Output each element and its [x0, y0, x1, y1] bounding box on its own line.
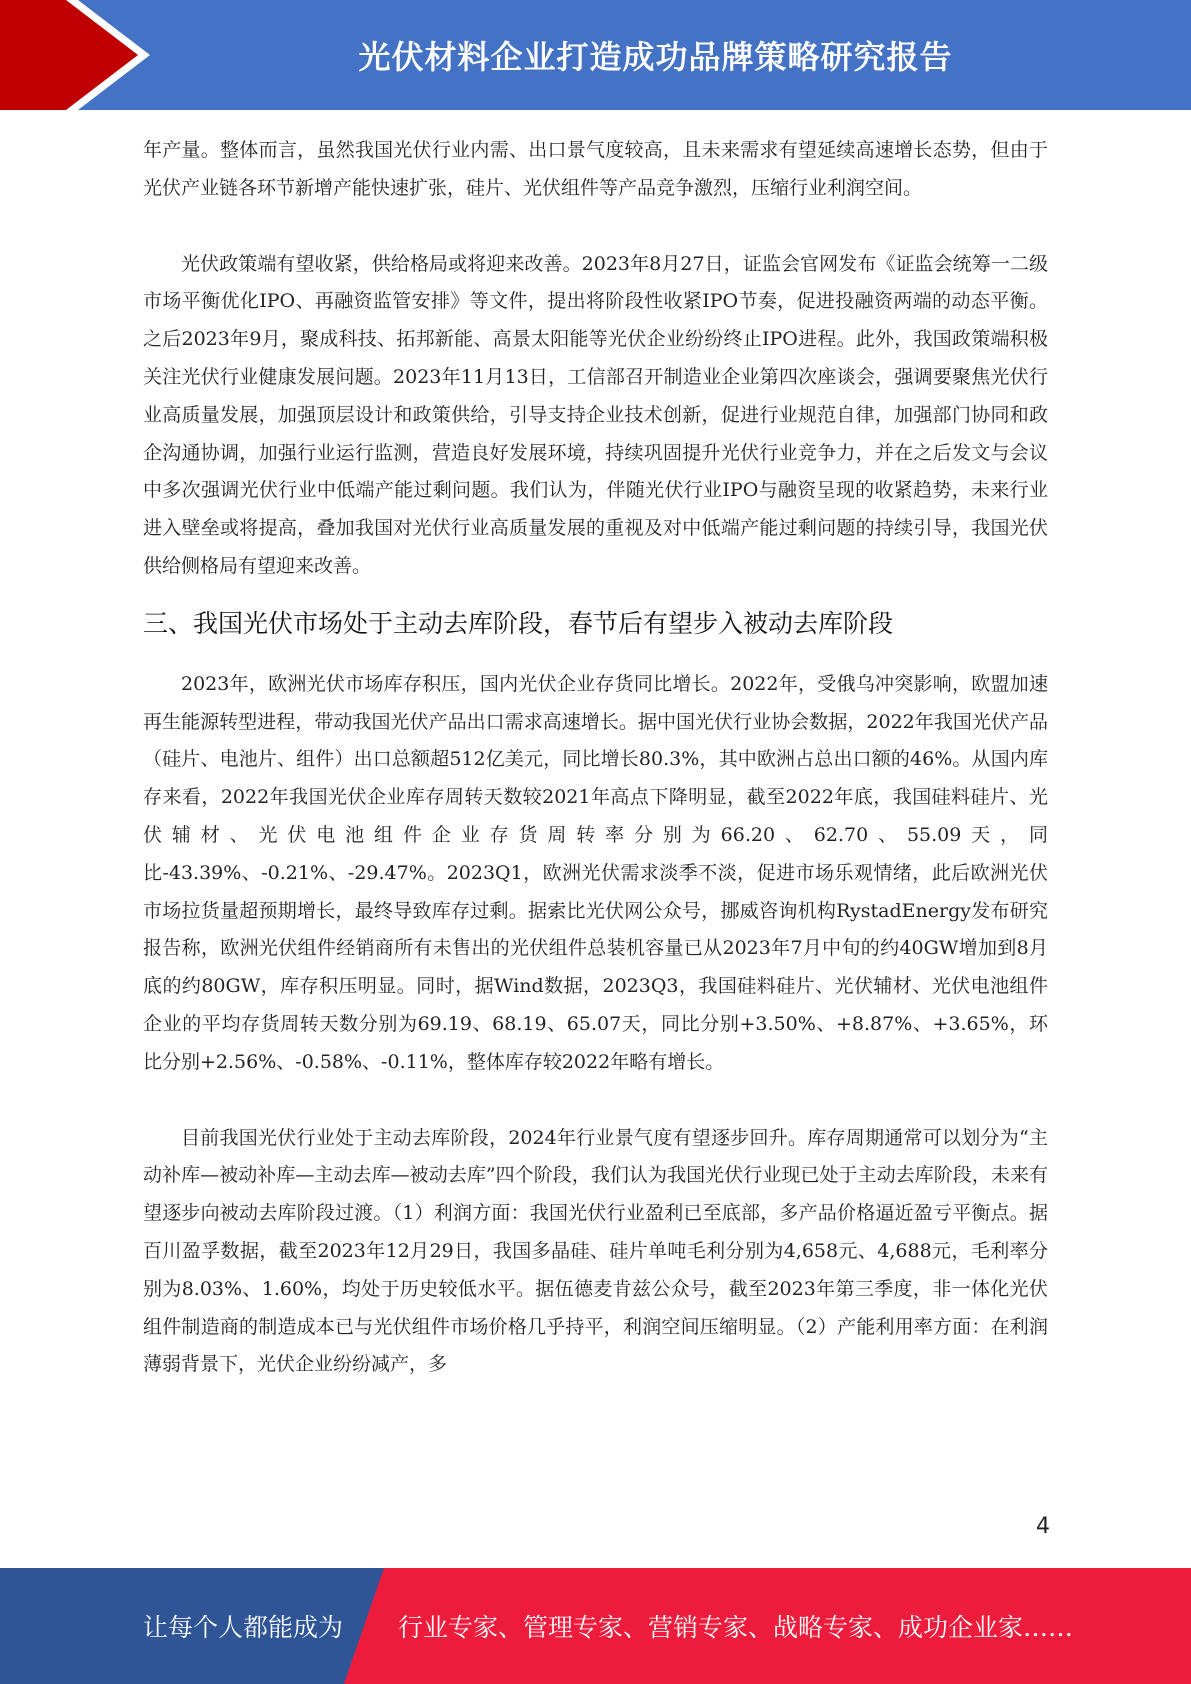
paragraph-gap: [143, 1082, 1048, 1120]
section-heading: 三、我国光伏市场处于主动去库阶段，春节后有望步入被动去库阶段: [143, 608, 894, 638]
paragraph-continuation: 年产量。整体而言，虽然我国光伏行业内需、出口景气度较高，且未来需求有望延续高速增长态势，但由于光伏产业链各环节新增产能快速扩张，硅片、光伏组件等产品竞争激烈，压缩行业利润空间。: [143, 139, 1048, 199]
paragraph-inventory: 2023年，欧洲光伏市场库存积压，国内光伏企业存货同比增长。2022年，受俄乌冲突影响，欧盟加速再生能源转型进程，带动我国光伏产品出口需求高速增长。据中国光伏行业协会数据，2022年我国光伏产品（硅片、电池片、组件）出口总额超512亿美元，同比增长80.3%，其中欧洲占总出口额的46%。从国内库存来看，2022年我国光伏企业库存周转天数较2021年高点下降明显，截至2022年底，我国硅料硅片、光伏辅材、光伏电池组件企业存货周转率分别为66.20、62.70、55.09天，同比-43.39%、-0.21%、-29.47%。2023Q1，欧洲光伏需求淡季不淡，促进市场乐观情绪，此后欧洲光伏市场拉货量超预期增长，最终导致库存过剩。据索比光伏网公众号，挪威咨询机构RystadEnergy发布研究报告称，欧洲光伏组件经销商所有未售出的光伏组件总装机容量已从2023年7月中旬的约40GW增加到8月底的约80GW，库存积压明显。同时，据Wind数据，2023Q3，我国硅料硅片、光伏辅材、光伏电池组件企业的平均存货周转天数分别为69.19、68.19、65.07天，同比分别+3.50%、+8.87%、+3.65%，环比分别+2.56%、-0.58%、-0.11%，整体库存较2022年略有增长。: [143, 672, 1048, 1073]
paragraph-policy: 光伏政策端有望收紧，供给格局或将迎来改善。2023年8月27日，证监会官网发布《证监会统筹一二级市场平衡优化IPO、再融资监管安排》等文件，提出将阶段性收紧IPO节奏，促进投融资两端的动态平衡。之后2023年9月，聚成科技、拓邦新能、高景太阳能等光伏企业纷纷终止IPO进程。此外，我国政策端积极关注光伏行业健康发展问题。2023年11月13日，工信部召开制造业企业第四次座谈会，强调要聚焦光伏行业高质量发展，加强顶层设计和政策供给，引导支持企业技术创新，促进行业规范自律，加强部门协同和政企沟通协调，加强行业运行监测，营造良好发展环境，持续巩固提升光伏行业竞争力，并在之后发文与会议中多次强调光伏行业中低端产能过剩问题。我们认为，伴随光伏行业IPO与融资呈现的收紧趋势，未来行业进入壁垒或将提高，叠加我国对光伏行业高质量发展的重视及对中低端产能过剩问题的持续引导，我国光伏供给侧格局有望迎来改善。: [143, 252, 1048, 577]
footer-slogan-right: 行业专家、管理专家、营销专家、战略专家、成功企业家……: [398, 1613, 1074, 1642]
paragraph-gap: [143, 208, 1048, 246]
page-content: [143, 132, 1048, 1384]
page-number: 4: [1036, 1514, 1050, 1539]
header-banner: [0, 0, 1191, 110]
footer-slogan-left: 让每个人都能成为: [143, 1613, 344, 1642]
paragraph-destocking: 目前我国光伏行业处于主动去库阶段，2024年行业景气度有望逐步回升。库存周期通常可以划分为“主动补库—被动补库—主动去库—被动去库”四个阶段，我们认为我国光伏行业现已处于主动去库阶段，未来有望逐步向被动去库阶段过渡。（1）利润方面：我国光伏行业盈利已至底部，多产品价格逼近盈亏平衡点。据百川盈孚数据，截至2023年12月29日，我国多晶硅、硅片单吨毛利分别为4,658元、4,688元，毛利率分别为8.03%、1.60%，均处于历史较低水平。据伍德麦肯兹公众号，截至2023年第三季度，非一体化光伏组件制造商的制造成本已与光伏组件市场价格几乎持平，利润空间压缩明显。（2）产能利用率方面：在利润薄弱背景下，光伏企业纷纷减产，多: [143, 1126, 1048, 1376]
document-title: 光伏材料企业打造成功品牌策略研究报告: [358, 38, 953, 76]
footer-banner: [0, 1568, 1191, 1684]
